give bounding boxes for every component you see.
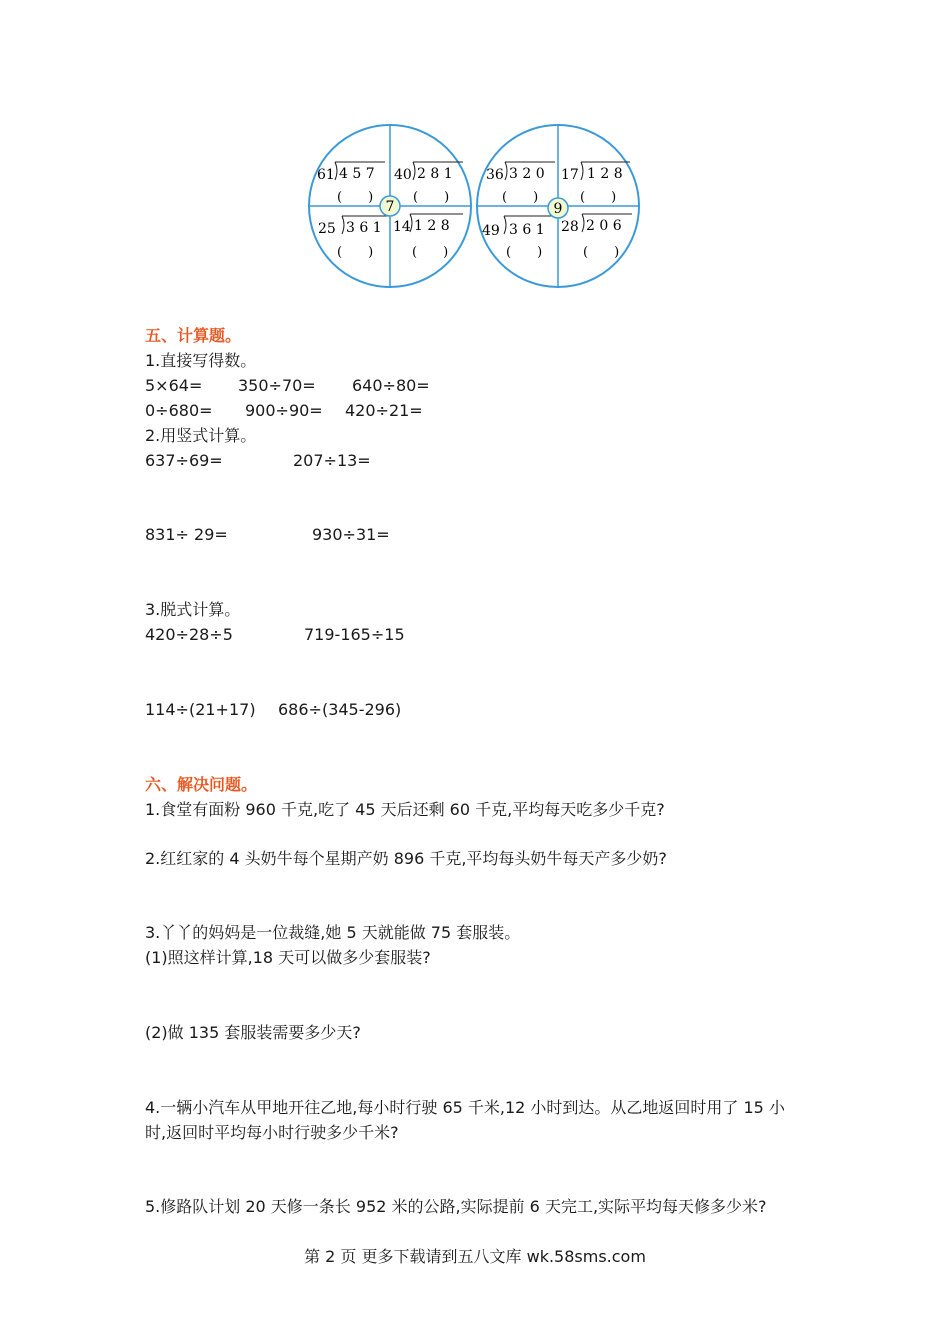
divisor-text: 25 (318, 221, 336, 237)
q3-item: 686÷(345-296) (278, 700, 402, 719)
divisor-text: 49 (482, 223, 500, 239)
q2-item: 207÷13= (293, 451, 371, 470)
q2-item: 930÷31= (312, 525, 390, 544)
divisor-text: 40 (394, 167, 412, 183)
section6-heading: 六、解决问题。 (145, 775, 258, 794)
problem-3b: (2)做 135 套服装需要多少天? (145, 1023, 361, 1042)
answer-blank: ( ) (412, 245, 449, 260)
q1-item: 420÷21= (345, 401, 423, 420)
dividend-text: 1 2 8 (414, 218, 450, 234)
answer-blank: ( ) (580, 190, 617, 205)
divisor-text: 61 (317, 167, 335, 183)
division-circle-1 (309, 125, 471, 287)
dividend-text: 3 6 1 (346, 220, 382, 236)
q3-item: 420÷28÷5 (145, 625, 233, 644)
dividend-text: 2 8 1 (417, 166, 453, 182)
dividend-text: 3 2 0 (509, 166, 545, 182)
q2-item: 831÷ 29= (145, 525, 228, 544)
problem-1: 1.食堂有面粉 960 千克,吃了 45 天后还剩 60 千克,平均每天吃多少千克? (145, 800, 665, 819)
q2-item: 637÷69= (145, 451, 223, 470)
answer-blank: ( ) (337, 245, 374, 260)
page-footer: 第 2 页 更多下载请到五八文库 wk.58sms.com (304, 1247, 646, 1266)
center-number: 7 (385, 199, 395, 215)
answer-blank: ( ) (502, 190, 539, 205)
dividend-text: 2 0 6 (586, 218, 622, 234)
center-number: 9 (553, 201, 563, 217)
q2-title: 2.用竖式计算。 (145, 426, 257, 445)
problem-3: 3.丫丫的妈妈是一位裁缝,她 5 天就能做 75 套服装。 (145, 923, 521, 942)
q1-title: 1.直接写得数。 (145, 351, 257, 370)
section5-heading: 五、计算题。 (145, 326, 242, 345)
divisor-text: 36 (486, 167, 504, 183)
answer-blank: ( ) (337, 190, 374, 205)
divisor-text: 17 (561, 167, 579, 183)
q1-item: 640÷80= (352, 376, 430, 395)
problem-3a: (1)照这样计算,18 天可以做多少套服装? (145, 948, 431, 967)
q1-item: 350÷70= (238, 376, 316, 395)
problem-5: 5.修路队计划 20 天修一条长 952 米的公路,实际提前 6 天完工,实际平均每天修多少米? (145, 1197, 767, 1216)
dividend-text: 3 6 1 (509, 222, 545, 238)
q3-title: 3.脱式计算。 (145, 600, 241, 619)
q3-item: 719-165÷15 (304, 625, 405, 644)
q1-item: 5×64= (145, 376, 203, 395)
problem-4-line1: 4.一辆小汽车从甲地开往乙地,每小时行驶 65 千米,12 小时到达。从乙地返回时用了 15 小 (145, 1098, 785, 1117)
answer-blank: ( ) (506, 245, 543, 260)
q1-item: 900÷90= (245, 401, 323, 420)
dividend-text: 4 5 7 (339, 166, 375, 182)
q1-item: 0÷680= (145, 401, 213, 420)
division-circles-figure (0, 0, 950, 300)
problem-4-line2: 时,返回时平均每小时行驶多少千米? (145, 1123, 399, 1142)
problem-2: 2.红红家的 4 头奶牛每个星期产奶 896 千克,平均每头奶牛每天产多少奶? (145, 849, 667, 868)
divisor-text: 28 (561, 219, 579, 235)
q3-item: 114÷(21+17) (145, 700, 256, 719)
dividend-text: 1 2 8 (587, 166, 623, 182)
answer-blank: ( ) (413, 190, 450, 205)
answer-blank: ( ) (583, 245, 620, 260)
divisor-text: 14 (393, 219, 411, 235)
division-circle-2 (477, 125, 639, 287)
